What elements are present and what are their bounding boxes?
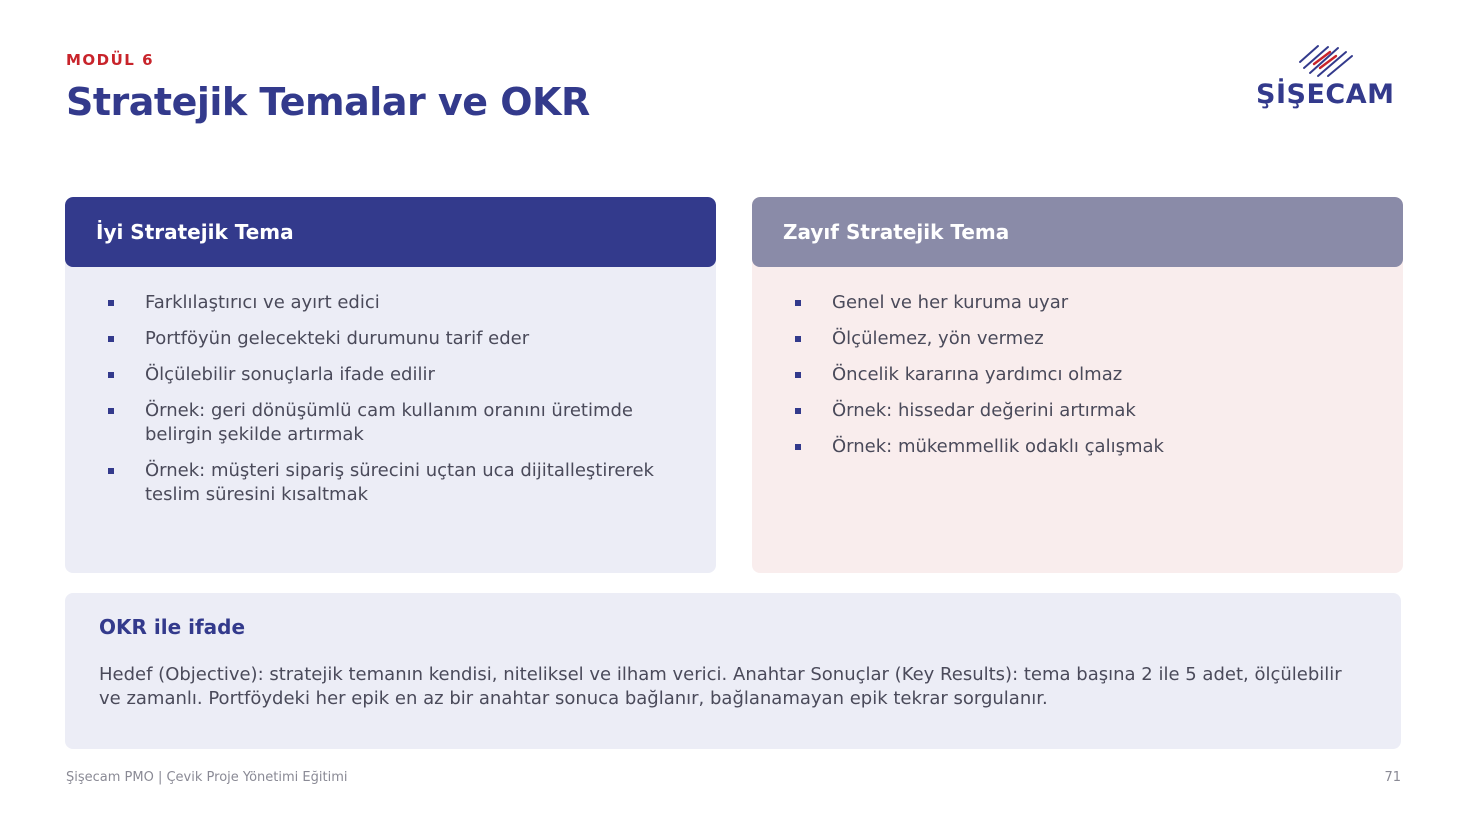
page-number: 71	[1384, 770, 1401, 785]
bullet-icon	[108, 468, 114, 474]
okr-title: OKR ile ifade	[99, 615, 246, 639]
bullet-icon	[795, 300, 801, 306]
list-item: Örnek: geri dönüşümlü cam kullanım oranını üretimde belirgin şekilde artırmak	[145, 399, 676, 447]
weak-theme-list	[752, 267, 1403, 459]
bullet-icon	[108, 408, 114, 414]
good-theme-card	[65, 197, 716, 573]
good-theme-list	[65, 267, 716, 507]
list-item: Portföyün gelecekteki durumunu tarif eder	[145, 327, 676, 351]
okr-body: Hedef (Objective): stratejik temanın kendisi, niteliksel ve ilham verici. Anahtar Sonuçlar (Key Results): tema başına 2 ile 5 adet, ölçülebilir ve zamanlı. Portföydeki her epik en az bir anahtar sonuca bağlanır, bağlanamayan epik tekrar sorgulanır.	[99, 664, 1342, 709]
good-theme-title: İyi Stratejik Tema	[65, 197, 716, 267]
bullet-icon	[108, 372, 114, 378]
bullet-icon	[108, 300, 114, 306]
list-item: Ölçülebilir sonuçlarla ifade edilir	[145, 363, 676, 387]
list-item: Örnek: müşteri sipariş sürecini uçtan uca dijitalleştirerek teslim süresini kısaltmak	[145, 459, 676, 507]
footer-text: Şişecam PMO | Çevik Proje Yönetimi Eğitimi	[66, 770, 348, 785]
weak-theme-card	[752, 197, 1403, 573]
list-item: Ölçülemez, yön vermez	[832, 327, 1363, 351]
bullet-icon	[795, 336, 801, 342]
weak-theme-title: Zayıf Stratejik Tema	[752, 197, 1403, 267]
list-item: Genel ve her kuruma uyar	[832, 291, 1363, 315]
list-item: Örnek: hissedar değerini artırmak	[832, 399, 1363, 423]
bullet-icon	[795, 408, 801, 414]
list-item: Farklılaştırıcı ve ayırt edici	[145, 291, 676, 315]
list-item: Öncelik kararına yardımcı olmaz	[832, 363, 1363, 387]
bullet-icon	[795, 372, 801, 378]
logo-text: ŞİŞECAM	[1256, 79, 1395, 110]
logo-mark-icon	[1256, 42, 1404, 82]
okr-panel	[65, 593, 1401, 749]
bullet-icon	[795, 444, 801, 450]
sisecam-logo	[1256, 42, 1404, 114]
bullet-icon	[108, 336, 114, 342]
page-title: Stratejik Temalar ve OKR	[66, 80, 590, 124]
module-label: MODÜL 6	[66, 51, 155, 69]
list-item: Örnek: mükemmellik odaklı çalışmak	[832, 435, 1363, 459]
